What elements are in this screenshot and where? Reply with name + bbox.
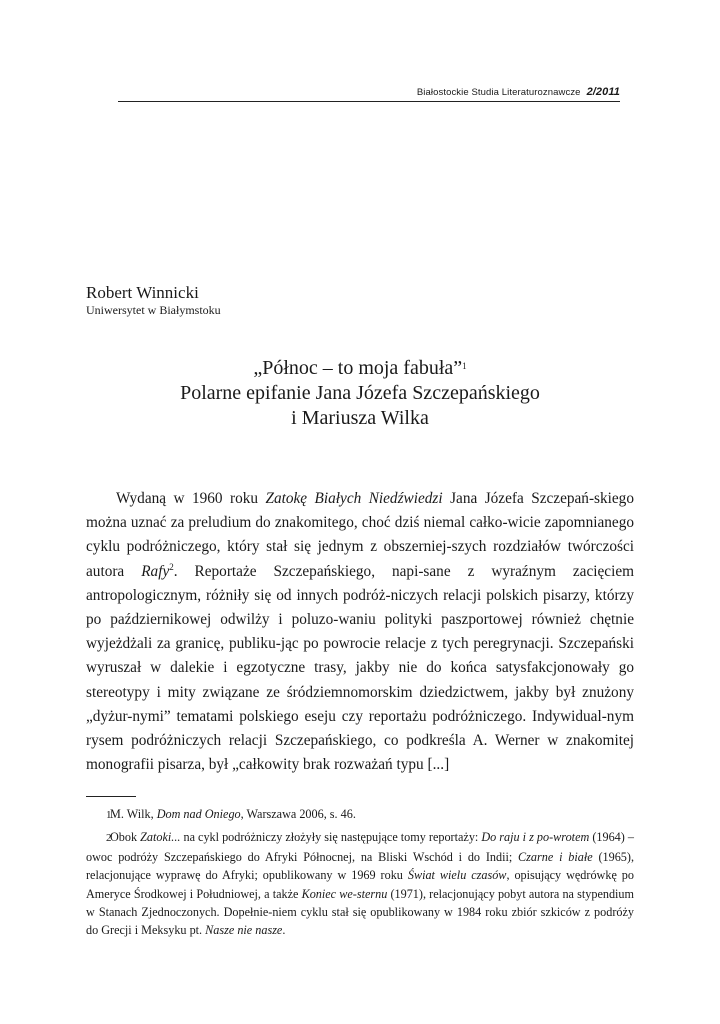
footnote-ref-2[interactable]: 2 bbox=[169, 561, 174, 572]
footnote-2: 2Obok Zatoki... na cykl podróżniczy złożyły się następujące tomy reportaży: Do raju i z po-wrotem (1964) – owoc podróży Szczepańskiego do Afryki Północnej, na Bliski Wschód i do Indii; Czarne i białe (1965), relacjonujące wyprawę do Afryki; opublikowany w 1969 roku Świat wielu czasów, opisujący wędrówkę po Ameryce Środkowej i Południowej, a także Koniec we-sternu (1971), relacjonujący pobyt autora na stypendium w Stanach Zjednoczonych. Dopełnie-niem cyklu stał się opublikowany w 1984 roku zbiór szkiców z podróży do Grecji i Meksyku pt. Nasze nie nasze. bbox=[86, 830, 634, 938]
journal-name: Białostockie Studia Literaturoznawcze bbox=[416, 87, 581, 98]
article-body bbox=[86, 487, 634, 777]
footnote-number: 2 bbox=[106, 832, 112, 845]
footnote-rule bbox=[86, 796, 136, 797]
issue-number: 2/2011 bbox=[586, 86, 620, 98]
header-rule bbox=[118, 101, 620, 102]
article-title bbox=[86, 356, 634, 431]
title-line-1: „Północ – to moja fabuła”$^1$ bbox=[253, 357, 467, 379]
footnote-ref-1[interactable]: 1 bbox=[462, 361, 467, 371]
footnote-1: 1M. Wilk, Dom nad Oniego, Warszawa 2006, s. 46. bbox=[86, 805, 634, 824]
title-line-3: i Mariusza Wilka bbox=[291, 407, 429, 429]
footnotes bbox=[86, 805, 634, 944]
footnote-number: 1 bbox=[106, 809, 112, 821]
title-line-2: Polarne epifanie Jana Józefa Szczepańskiego bbox=[180, 382, 540, 404]
running-header bbox=[118, 86, 620, 98]
book-title: Rafy bbox=[141, 562, 170, 580]
paragraph-1: Wydaną w 1960 roku Zatokę Białych Niedźwiedzi Jana Józefa Szczepań-skiego można uznać za preludium do znakomitego, choć dziś niemal całko-wicie zapomnianego cyklu podróżniczego, który stał się jednym z obszerniej-szych rozdziałów twórczości autora Rafy$^2$. Reportaże Szczepańskiego, napi-sane z wyraźnym zacięciem antropologicznym, różniły się od innych podróż-niczych relacji polskich pisarzy, którzy po październikowej odwilży i poluzo-waniu polityki paszportowej również chętnie wyjeżdżali za granicę, publiku-jąc po powrocie relacje z tych peregrynacji. Szczepański wyruszał w dalekie i egzotyczne trasy, jakby nie do końca satysfakcjonowały go stereotypy i mity związane ze śródziemnomorskim dziedzictwem, jakby był znużony „dyżur-nymi” tematami polskiego eseju czy reportażu podróżniczego. Indywidual-nym rysem podróżniczych relacji Szczepańskiego, co podkreśla A. Werner w znakomitej monografii pisarza, był „całkowity brak rozważań typu [...] bbox=[86, 490, 635, 774]
book-title: Zatokę Białych Niedźwiedzi bbox=[265, 490, 443, 507]
author-name: Robert Winnicki bbox=[86, 283, 199, 302]
author-affiliation: Uniwersytet w Białymstoku bbox=[86, 303, 221, 317]
